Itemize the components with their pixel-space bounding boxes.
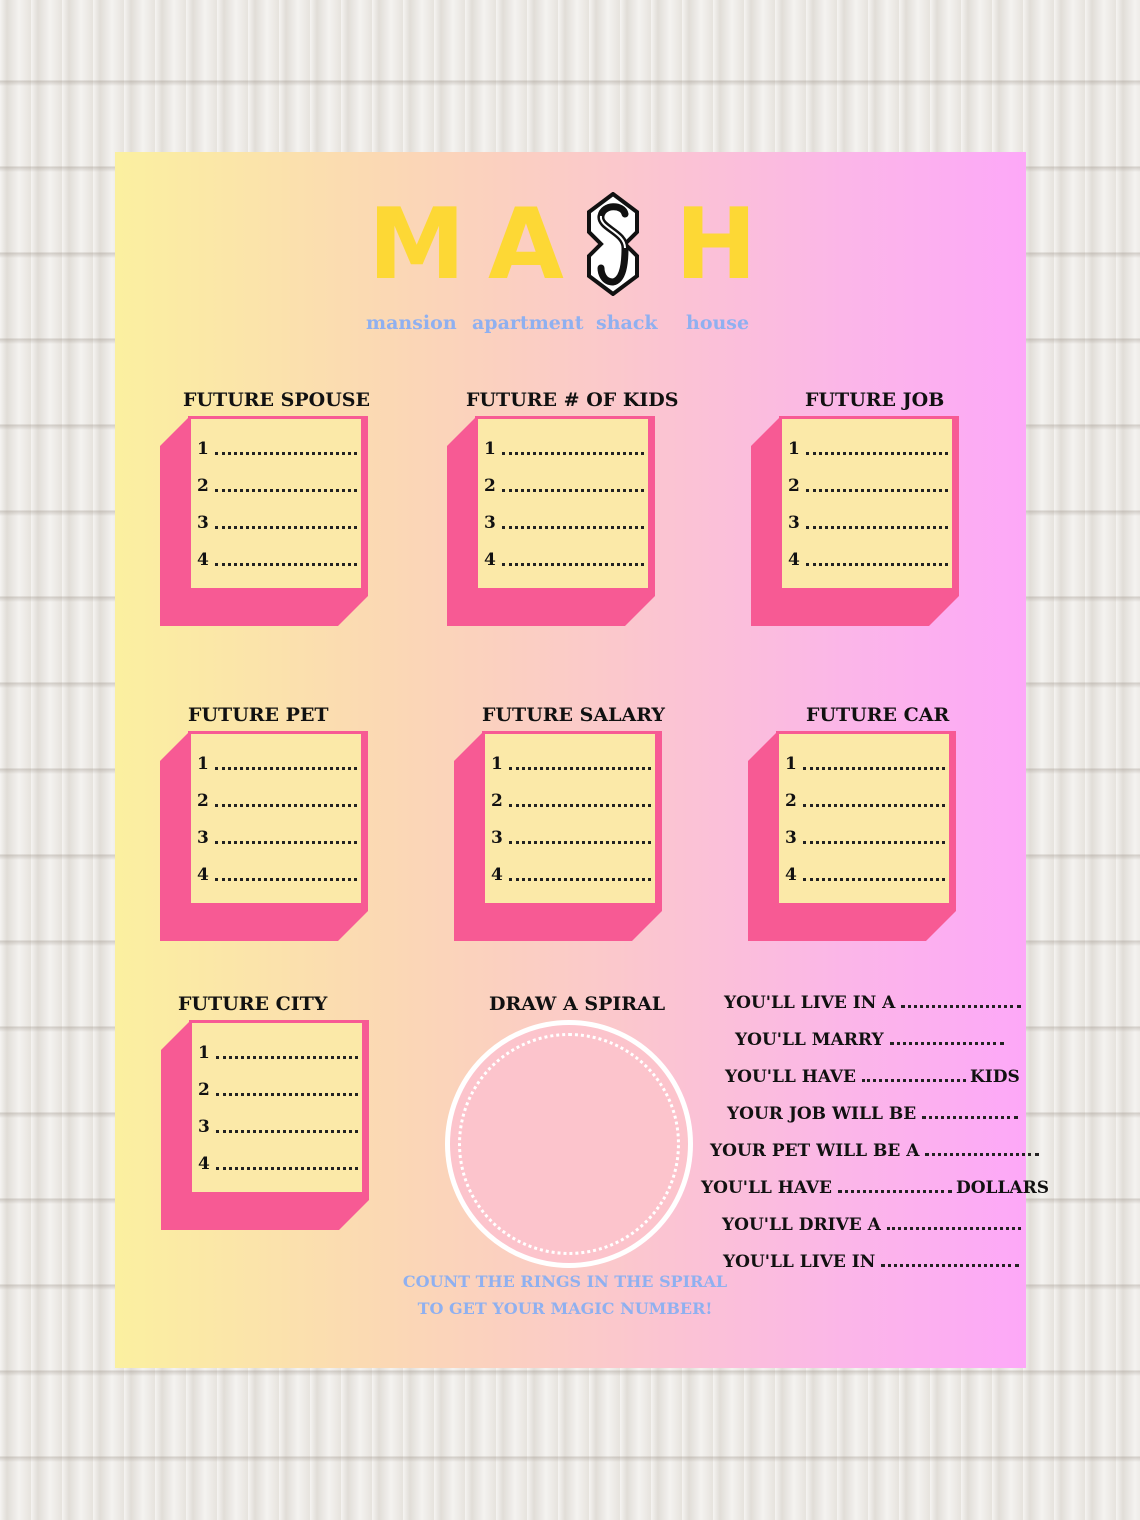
list-box-spouse — [160, 416, 368, 626]
section-title-city: FUTURE CITY — [178, 993, 328, 1015]
list-row[interactable]: 1 — [198, 1043, 358, 1063]
list-row[interactable]: 4 — [197, 550, 357, 570]
title-letter-a: A — [488, 188, 564, 302]
list-row[interactable]: 1 — [788, 439, 948, 459]
result-dollars[interactable]: YOU'LL HAVE DOLLARS — [701, 1178, 1050, 1198]
list-row[interactable]: 4 — [788, 550, 948, 570]
result-live-in[interactable]: YOU'LL LIVE IN — [723, 1252, 1023, 1272]
list-row[interactable]: 1 — [197, 754, 357, 774]
list-box-pet — [160, 731, 368, 941]
subtitle-shack: shack — [596, 312, 658, 334]
list-row[interactable]: 2 — [198, 1080, 358, 1100]
list-row[interactable]: 4 — [785, 865, 945, 885]
list-row[interactable]: 2 — [491, 791, 651, 811]
list-row[interactable]: 4 — [198, 1154, 358, 1174]
list-row[interactable]: 4 — [491, 865, 651, 885]
list-row[interactable]: 3 — [197, 828, 357, 848]
list-row[interactable]: 3 — [198, 1117, 358, 1137]
list-box-salary — [454, 731, 662, 941]
spiral-caption-line2: TO GET YOUR MAGIC NUMBER! — [417, 1299, 713, 1318]
spiral-caption-line1: COUNT THE RINGS IN THE SPIRAL — [402, 1272, 728, 1291]
result-drive[interactable]: YOU'LL DRIVE A — [722, 1215, 1025, 1235]
list-box-car — [748, 731, 956, 941]
result-pet[interactable]: YOUR PET WILL BE A — [710, 1141, 1043, 1161]
list-row[interactable]: 3 — [484, 513, 644, 533]
list-row[interactable]: 3 — [197, 513, 357, 533]
subtitle-apartment: apartment — [472, 312, 584, 334]
result-kids[interactable]: YOU'LL HAVE KIDS — [725, 1067, 1020, 1087]
list-row[interactable]: 4 — [197, 865, 357, 885]
list-row[interactable]: 2 — [785, 791, 945, 811]
section-title-pet: FUTURE PET — [188, 704, 329, 726]
subtitle-house: house — [686, 312, 750, 334]
section-title-spiral: DRAW A SPIRAL — [489, 993, 666, 1015]
result-marry[interactable]: YOU'LL MARRY — [735, 1030, 1008, 1050]
list-row[interactable]: 2 — [484, 476, 644, 496]
list-row[interactable]: 3 — [491, 828, 651, 848]
title-letter-s-icon — [585, 192, 641, 296]
list-row[interactable]: 4 — [484, 550, 644, 570]
list-row[interactable]: 3 — [785, 828, 945, 848]
list-row[interactable]: 1 — [785, 754, 945, 774]
list-row[interactable]: 2 — [788, 476, 948, 496]
list-row[interactable]: 1 — [197, 439, 357, 459]
result-live-in-a[interactable]: YOU'LL LIVE IN A — [724, 993, 1025, 1013]
subtitle-mansion: mansion — [366, 312, 457, 334]
list-row[interactable]: 1 — [484, 439, 644, 459]
list-box-kids — [447, 416, 655, 626]
list-row[interactable]: 2 — [197, 476, 357, 496]
list-box-job — [751, 416, 959, 626]
section-title-salary: FUTURE SALARY — [482, 704, 665, 726]
list-row[interactable]: 1 — [491, 754, 651, 774]
result-job[interactable]: YOUR JOB WILL BE — [727, 1104, 1022, 1124]
section-title-kids: FUTURE # OF KIDS — [466, 389, 679, 411]
list-row[interactable]: 2 — [197, 791, 357, 811]
section-title-car: FUTURE CAR — [806, 704, 950, 726]
section-title-spouse: FUTURE SPOUSE — [183, 389, 370, 411]
title-letter-h: H — [675, 188, 758, 302]
spiral-drawing-area[interactable] — [445, 1020, 693, 1268]
list-box-city — [161, 1020, 369, 1230]
spiral-dotted-ring — [458, 1033, 680, 1255]
list-row[interactable]: 3 — [788, 513, 948, 533]
title-letter-m: M — [368, 188, 466, 302]
section-title-job: FUTURE JOB — [805, 389, 945, 411]
